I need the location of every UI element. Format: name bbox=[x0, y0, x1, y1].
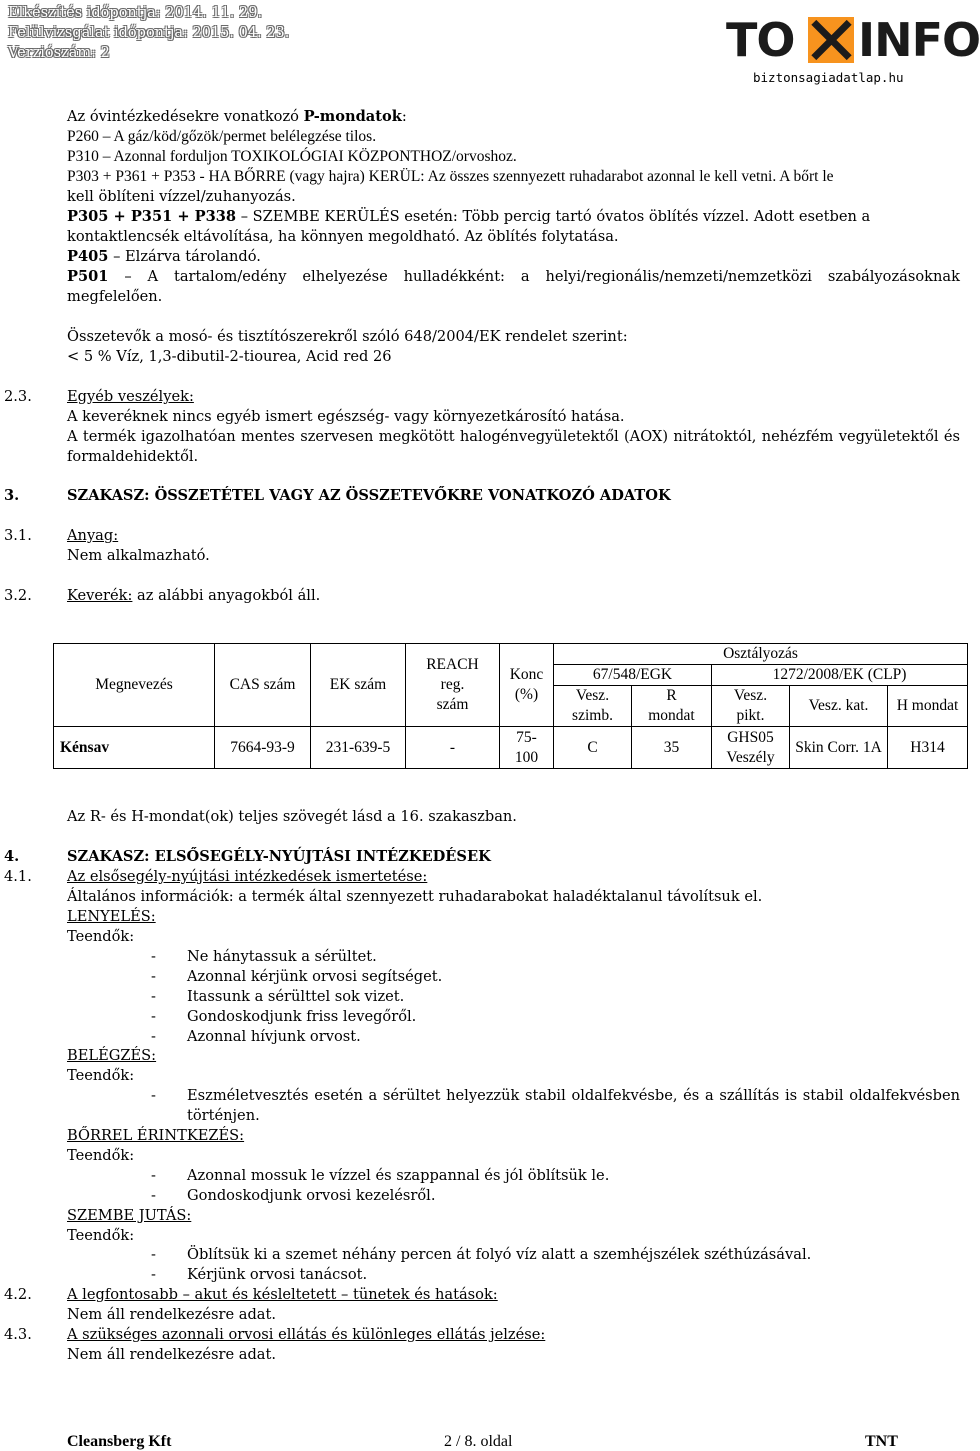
header-67-548: 67/548/EGK bbox=[554, 665, 712, 686]
p501-word: tartalom/edény bbox=[173, 268, 287, 285]
header-pictogram bbox=[712, 686, 790, 727]
p501-word: hulladékként: bbox=[403, 268, 505, 285]
list-item: Azonnal hívjunk orvost. bbox=[187, 1028, 361, 1045]
p-intro-bold: P-mondatok bbox=[303, 108, 402, 125]
inhale-word: szállítás bbox=[719, 1087, 780, 1104]
header-line: mondat bbox=[648, 707, 695, 724]
list-item: Gondoskodjunk orvosi kezelésről. bbox=[187, 1187, 436, 1204]
p-intro-text: Az óvintézkedésekre vonatkozó bbox=[67, 108, 304, 125]
inhale-word: is bbox=[784, 1087, 798, 1104]
inhale-word: a bbox=[704, 1087, 714, 1104]
p303-line-1: P303 + P361 + P353 - HA BŐRRE (vagy hajra) KERÜL: Az összes szennyezett ruhadarabot azonnal le kell vetni. A bőrt le bbox=[67, 168, 834, 185]
p405-line bbox=[67, 248, 261, 265]
header-reach-line: reg. bbox=[440, 676, 465, 693]
cell-h-phrase: H314 bbox=[888, 727, 968, 769]
list-item: Kérjünk orvosi tanácsot. bbox=[187, 1266, 368, 1283]
other-hazards-line-2: A termék igazolhatóan mentes szervesen megkötött halogénvegyületektől (AOX) nitrátoktól, nehézfém vegyületektől és bbox=[67, 428, 960, 445]
cell-category: Skin Corr. 1A bbox=[790, 727, 888, 769]
cell-ek: 231-639-5 bbox=[311, 727, 406, 769]
header-line: pikt. bbox=[736, 707, 765, 724]
dash: - bbox=[151, 988, 156, 1005]
section-4-number: 4. bbox=[4, 848, 20, 865]
header-konc-line: (%) bbox=[514, 686, 539, 703]
dash: - bbox=[151, 1167, 156, 1184]
inhale-word: stabil bbox=[802, 1087, 844, 1104]
cell-cas: 7664-93-9 bbox=[215, 727, 311, 769]
p501-word: elhelyezése bbox=[302, 268, 388, 285]
section-3-1-number: 3.1. bbox=[4, 527, 32, 544]
skin-title: BŐRREL ÉRINTKEZÉS: bbox=[67, 1127, 245, 1144]
p501-word: szabályozásoknak bbox=[827, 268, 960, 285]
other-hazards-line-3: formaldehidektől. bbox=[67, 448, 199, 465]
cell-line: 75- bbox=[516, 728, 537, 746]
r-h-phrase-note: Az R- és H-mondat(ok) teljes szövegét lásd a 16. szakaszban. bbox=[67, 808, 517, 825]
inhale-line-1 bbox=[187, 1087, 960, 1104]
section-4-1-number: 4.1. bbox=[4, 868, 32, 885]
header-1272-2008: 1272/2008/EK (CLP) bbox=[712, 665, 968, 686]
logo-text-right: INFO bbox=[858, 13, 980, 67]
footer-page-number: 2 / 8. oldal bbox=[444, 1433, 513, 1450]
inhale-teendok: Teendők: bbox=[67, 1067, 135, 1084]
header-line: Vesz. bbox=[733, 687, 768, 704]
inhale-word: oldalfekvésbe, bbox=[571, 1087, 678, 1104]
list-item: Öblítsük ki a szemet néhány percen át folyó víz alatt a szemhéjszélek széthúzásával. bbox=[187, 1246, 812, 1263]
cell-line: GHS05 bbox=[727, 728, 774, 746]
dash: - bbox=[151, 968, 156, 985]
p501-word: A bbox=[147, 268, 159, 285]
other-hazards-line-1: A keveréknek nincs egyéb ismert egészség- vagy környezetkárosító hatása. bbox=[67, 408, 625, 425]
skin-teendok: Teendők: bbox=[67, 1147, 135, 1164]
p501-word: – bbox=[124, 268, 132, 285]
dash: - bbox=[151, 1246, 156, 1263]
logo-text-left: TO bbox=[726, 13, 795, 67]
general-info: Általános információk: a termék által szennyezett ruhadarabokat haladéktalanul távolítsuk el. bbox=[67, 888, 763, 905]
hazard-x-icon bbox=[808, 17, 854, 63]
inhale-word: sérültet bbox=[382, 1087, 441, 1104]
header-reach-line: szám bbox=[436, 696, 469, 713]
section-3-2-number: 3.2. bbox=[4, 587, 32, 604]
header-konc-line: Konc bbox=[509, 666, 544, 683]
section-4-2-title: A legfontosabb – akut és késleltetett – tünetek és hatások: bbox=[67, 1286, 498, 1303]
inhale-word: és bbox=[683, 1087, 700, 1104]
p305-text: SZEMBE KERÜLÉS esetén: Több percig tartó óvatos öblítés vízzel. Adott esetben a bbox=[252, 208, 871, 225]
inhale-word: esetén bbox=[314, 1087, 363, 1104]
cell-pictogram bbox=[712, 727, 790, 769]
section-4-3-text: Nem áll rendelkezésre adat. bbox=[67, 1346, 277, 1363]
p260-line: P260 – A gáz/köd/gőzök/permet belélegzése tilos. bbox=[67, 128, 377, 145]
footer-company: Cleansberg Kft bbox=[67, 1433, 172, 1450]
cell-line: Veszély bbox=[726, 748, 775, 766]
list-item: Azonnal kérjünk orvosi segítséget. bbox=[187, 968, 443, 985]
cell-line: 100 bbox=[514, 748, 539, 766]
list-item: Azonnal mossuk le vízzel és szappannal és jól öblítsük le. bbox=[187, 1167, 610, 1184]
cell-reach: - bbox=[406, 727, 500, 769]
swallow-teendok: Teendők: bbox=[67, 928, 135, 945]
eye-teendok: Teendők: bbox=[67, 1227, 135, 1244]
section-2-3-title: Egyéb veszélyek: bbox=[67, 388, 194, 405]
section-3-title: SZAKASZ: ÖSSZETÉTEL VAGY AZ ÖSSZETEVŐKRE VONATKOZÓ ADATOK bbox=[67, 487, 671, 504]
p-statements-intro bbox=[67, 108, 407, 125]
p303-line-2: kell öblíteni vízzel/zuhanyozás. bbox=[67, 188, 296, 205]
header-classification: Osztályozás bbox=[554, 644, 968, 665]
eye-title: SZEMBE JUTÁS: bbox=[67, 1207, 192, 1224]
p405-text: – Elzárva tárolandó. bbox=[108, 248, 261, 265]
section-3-1-title: Anyag: bbox=[67, 527, 119, 544]
inhale-word: stabil bbox=[525, 1087, 566, 1104]
header-cas: CAS szám bbox=[215, 644, 311, 727]
header-r-phrase bbox=[632, 686, 712, 727]
inhale-title: BELÉGZÉS: bbox=[67, 1047, 157, 1064]
p405-code: P405 bbox=[67, 248, 109, 265]
section-4-3-number: 4.3. bbox=[4, 1326, 32, 1343]
detergent-regulation-line: Összetevők a mosó- és tisztítószerekről szóló 648/2004/EK rendelet szerint: bbox=[67, 328, 628, 345]
cell-konc bbox=[500, 727, 554, 769]
section-4-2-text: Nem áll rendelkezésre adat. bbox=[67, 1306, 277, 1323]
section-4-title: SZAKASZ: ELSŐSEGÉLY-NYÚJTÁSI INTÉZKEDÉSEK bbox=[67, 848, 491, 865]
cell-name: Kénsav bbox=[54, 727, 215, 769]
inhale-word: oldalfekvésben bbox=[849, 1087, 960, 1104]
header-hazard-category: Vesz. kat. bbox=[790, 686, 888, 727]
p501-line-2: megfelelően. bbox=[67, 288, 163, 305]
section-3-number: 3. bbox=[4, 487, 20, 504]
list-item: Gondoskodjunk friss levegőről. bbox=[187, 1008, 417, 1025]
section-2-3-number: 2.3. bbox=[4, 388, 32, 405]
cell-symbol: C bbox=[554, 727, 632, 769]
header-name: Megnevezés bbox=[54, 644, 215, 727]
site-url: biztonsagiadatlap.hu bbox=[753, 70, 904, 85]
header-konc bbox=[500, 644, 554, 727]
dash: - bbox=[151, 1087, 156, 1104]
list-item: Ne hánytassuk a sérültet. bbox=[187, 948, 377, 965]
p305-code: P305 + P351 + P338 bbox=[67, 208, 237, 225]
dash: - bbox=[151, 948, 156, 965]
header-reach bbox=[406, 644, 500, 727]
p-intro-colon: : bbox=[401, 108, 407, 125]
section-3-2-title: Keverék: bbox=[67, 587, 133, 604]
header-h-phrase: H mondat bbox=[888, 686, 968, 727]
dash: - bbox=[151, 1187, 156, 1204]
detergent-ingredients: < 5 % Víz, 1,3-dibutil-2-tiourea, Acid red 26 bbox=[67, 348, 392, 365]
p501-line-1 bbox=[67, 268, 960, 285]
cell-r-phrase: 35 bbox=[632, 727, 712, 769]
revised-date: Felülvizsgálat időpontja: 2015. 04. 23. bbox=[8, 25, 290, 41]
section-4-3-title: A szükséges azonnali orvosi ellátás és különleges ellátás jelzése: bbox=[67, 1326, 546, 1343]
p501-word: a bbox=[520, 268, 530, 285]
section-3-1-text: Nem alkalmazható. bbox=[67, 547, 210, 564]
inhale-word: Eszméletvesztés bbox=[187, 1087, 309, 1104]
toxinfo-logo bbox=[726, 13, 980, 67]
header-ek: EK szám bbox=[311, 644, 406, 727]
p310-line: P310 – Azonnal forduljon TOXIKOLÓGIAI KÖZPONTHOZ/orvoshoz. bbox=[67, 148, 517, 165]
header-line: Vesz. bbox=[575, 687, 610, 704]
footer-code: TNT bbox=[865, 1433, 898, 1450]
section-3-2-text: az alábbi anyagokból áll. bbox=[132, 587, 321, 604]
dash: - bbox=[151, 1266, 156, 1283]
inhale-word: helyezzük bbox=[446, 1087, 520, 1104]
inhale-word: a bbox=[368, 1087, 378, 1104]
p305-line-1: P305 + P351 + P338 – SZEMBE KERÜLÉS esetén: Több percig tartó óvatos öblítés vízzel. Adott esetben a bbox=[67, 208, 871, 225]
p305-line-2: kontaktlencsék eltávolítása, ha könnyen megoldható. Az öblítés folytatása. bbox=[67, 228, 619, 245]
section-3-2-line bbox=[67, 587, 320, 604]
table-row bbox=[54, 727, 968, 769]
created-date: Elkészítés időpontja: 2014. 11. 29. bbox=[8, 5, 263, 21]
header-reach-line: REACH bbox=[426, 656, 479, 673]
dash: - bbox=[151, 1008, 156, 1025]
p501-code: P501 bbox=[67, 268, 109, 285]
header-hazard-symbol bbox=[554, 686, 632, 727]
inhale-line-2: történjen. bbox=[187, 1107, 260, 1124]
version-number: Verziószám: 2 bbox=[8, 45, 110, 61]
composition-table bbox=[53, 643, 968, 769]
section-4-1-title: Az elsősegély-nyújtási intézkedések ismertetése: bbox=[67, 868, 428, 885]
header-line: szimb. bbox=[572, 707, 613, 724]
header-line: R bbox=[666, 687, 677, 704]
list-item: Itassunk a sérülttel sok vizet. bbox=[187, 988, 405, 1005]
swallow-title: LENYELÉS: bbox=[67, 908, 156, 925]
section-4-2-number: 4.2. bbox=[4, 1286, 32, 1303]
p501-word: helyi/regionális/nemzeti/nemzetközi bbox=[545, 268, 812, 285]
dash: - bbox=[151, 1028, 156, 1045]
